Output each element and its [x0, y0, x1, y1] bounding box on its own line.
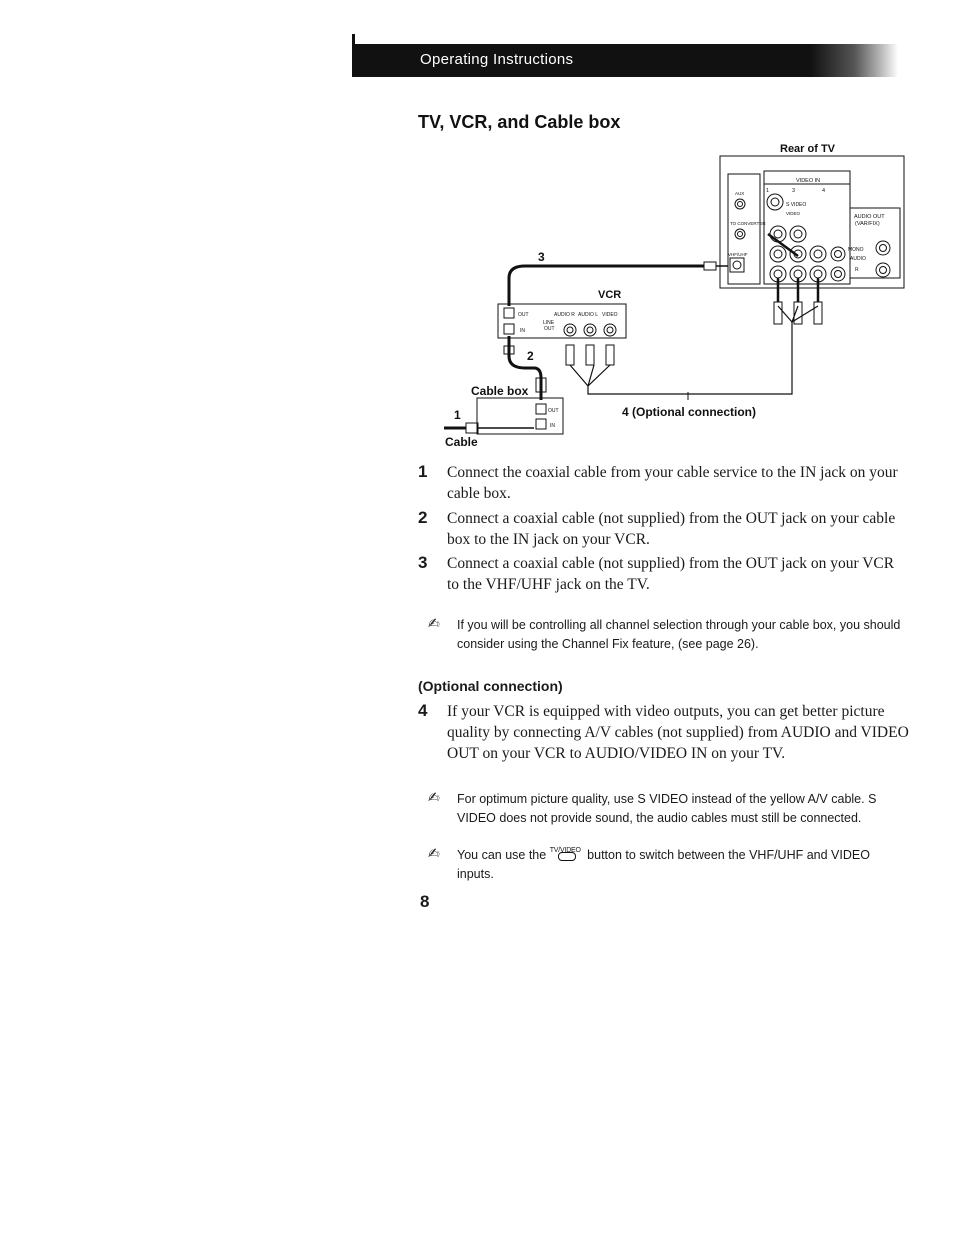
- vcr-in-label: IN: [520, 328, 525, 334]
- step-1-text: Connect the coaxial cable from your cable service to the IN jack on your cable box.: [447, 464, 898, 502]
- tv-video-in-label: VIDEO IN: [796, 178, 821, 184]
- vcr-audio-l-label: AUDIO L: [578, 312, 599, 318]
- step-4-number: 4: [418, 701, 428, 720]
- rear-of-tv-label: Rear of TV: [780, 143, 836, 155]
- vcr-line-label: LINE: [543, 320, 555, 326]
- tv-vhf-uhf-jack: [730, 258, 744, 272]
- note-3-before: You can use the: [457, 848, 547, 862]
- vcr-video-label: VIDEO: [602, 312, 618, 318]
- cable-box-out-label: OUT: [548, 408, 559, 414]
- vcr-out-label: OUT: [518, 312, 529, 318]
- vcr-audio-r-label: AUDIO R: [554, 312, 575, 318]
- cable-4: [570, 322, 792, 394]
- vcr-line-out-label: OUT: [544, 326, 555, 332]
- note-pencil-icon: ✍: [428, 616, 440, 632]
- step-3-text: Connect a coaxial cable (not supplied) from the OUT jack on your VCR to the VHF/UHF jack on the TV.: [447, 555, 895, 593]
- callout-1: 1: [454, 408, 461, 422]
- tv-video-button-label: TV/VIDEO: [549, 847, 581, 854]
- tv-vhf-uhf-label: VHF/UHF: [728, 252, 748, 257]
- note-pencil-icon: ✍: [428, 790, 440, 806]
- cable-box-label: Cable box: [471, 384, 529, 398]
- tv-video-label: VIDEO: [786, 211, 801, 216]
- note-3-after: button to switch between the VHF/UHF and VIDEO inputs.: [457, 848, 870, 881]
- tv-input-4: 4: [822, 188, 826, 194]
- tv-input-1: 1: [766, 188, 770, 194]
- tv-video-button-icon: [550, 846, 584, 860]
- callout-4: 4 (Optional connection): [622, 405, 756, 419]
- section-title: TV, VCR, and Cable box: [418, 112, 621, 132]
- page-number: 8: [420, 892, 430, 911]
- step-1-number: 1: [418, 462, 428, 481]
- note-1-text: If you will be controlling all channel selection through your cable box, you should consider using the Channel Fix feature, (see page 26).: [457, 618, 901, 651]
- connection-diagram: [430, 138, 910, 458]
- step-2-text: Connect a coaxial cable (not supplied) from the OUT jack on your cable box to the IN jack on your VCR.: [447, 510, 896, 548]
- callout-3: 3: [538, 250, 545, 264]
- vcr-label: VCR: [598, 289, 622, 301]
- tv-audio-out-label: AUDIO OUT: [854, 214, 885, 220]
- tv-aux-jack: [735, 199, 745, 209]
- cable-box-in-label: IN: [550, 423, 555, 429]
- tv-to-converter-label: TO CONVERTER: [730, 221, 766, 226]
- step-4-text: If your VCR is equipped with video outputs, you can get better picture quality by connecting A/V cables (not supplied) from AUDIO and VIDEO OUT on your VCR to AUDIO/VIDEO IN on your TV.: [447, 703, 909, 762]
- step-2-number: 2: [418, 508, 428, 527]
- callout-2: 2: [527, 349, 534, 363]
- header-title: Operating Instructions: [420, 51, 574, 68]
- tv-s-video-jack: [767, 194, 783, 210]
- step-3-number: 3: [418, 553, 428, 572]
- tv-mono-label: MONO: [848, 247, 864, 253]
- tv-aux-label: AUX: [735, 191, 745, 196]
- tv-r-label: R: [855, 267, 859, 273]
- tv-video-jack: [770, 226, 786, 242]
- tv-s-video-label: S VIDEO: [786, 202, 807, 208]
- tv-input-3: 3: [792, 188, 796, 194]
- note-pencil-icon: ✍: [428, 846, 440, 862]
- tv-audio-label: AUDIO: [850, 256, 866, 262]
- optional-connection-title: (Optional connection): [418, 678, 563, 694]
- note-3-text: [457, 846, 909, 884]
- tv-var-fix-label: (VAR/FIX): [855, 221, 880, 227]
- tv-converter-jack: [735, 229, 745, 239]
- cable-label: Cable: [445, 435, 478, 449]
- note-2-text: For optimum picture quality, use S VIDEO instead of the yellow A/V cable. S VIDEO does not provide sound, the audio cables must still be connected.: [457, 792, 877, 825]
- vcr-box: [498, 304, 626, 338]
